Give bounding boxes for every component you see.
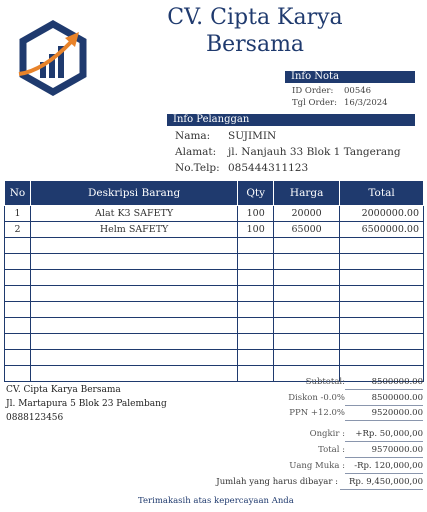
uang-muka-label: Uang Muka : [289,461,345,471]
row-price [274,334,340,350]
customer-address-value: jl. Nanjauh 33 Blok 1 Tangerang [228,146,401,158]
customer-name-value: SUJIMIN [228,130,277,142]
subtotal-value: 8500000.00 [345,377,423,390]
customer-address-label: Alamat: [175,146,217,158]
customer-phone-value: 085444311123 [228,162,309,174]
amount-due-value: Rp. 9,450,000,00 [340,477,423,490]
order-id-label: ID Order: [292,86,334,96]
items-table [4,180,424,382]
row-description [30,254,237,270]
row-qty: 100 [238,206,274,222]
row-total [340,334,424,350]
row-description: Helm SAFETY [30,222,237,238]
row-price: 65000 [274,222,340,238]
order-date-label: Tgl Order: [292,98,337,108]
row-description [30,302,237,318]
header-deskripsi: Deskripsi Barang [30,181,237,206]
table-row [5,350,424,366]
row-price [274,318,340,334]
total-value: 9570000.00 [345,445,423,458]
table-row [5,222,424,238]
row-price [274,238,340,254]
header-total: Total [340,181,424,206]
table-row [5,302,424,318]
row-no [5,254,31,270]
uang-muka-value: -Rp. 120,000,00 [345,461,423,474]
table-row [5,270,424,286]
seller-name: CV. Cipta Karya Bersama [6,385,121,395]
row-price [274,270,340,286]
row-price [274,302,340,318]
row-total [340,238,424,254]
ongkir-value: +Rp. 50,000,00 [345,429,423,442]
company-title [110,4,400,58]
ppn-value: 9520000.00 [345,408,423,421]
row-qty [238,334,274,350]
row-price [274,350,340,366]
row-qty: 100 [238,222,274,238]
thank-you-note: Terimakasih atas kepercayaan Anda [138,496,294,506]
row-description [30,350,237,366]
seller-phone: 0888123456 [6,413,64,423]
row-qty [238,302,274,318]
total-label: Total : [318,445,345,455]
row-total [340,318,424,334]
row-total [340,254,424,270]
table-row [5,286,424,302]
row-description: Alat K3 SAFETY [30,206,237,222]
row-no [5,270,31,286]
subtotal-label: Subtotal: [305,377,345,387]
row-no: 2 [5,222,31,238]
row-qty [238,254,274,270]
header-no: No [5,181,31,206]
row-qty [238,270,274,286]
company-title-line2: Bersama [205,32,305,57]
ppn-label: PPN +12.0% [289,408,345,418]
row-no [5,366,31,382]
row-no [5,334,31,350]
customer-name-label: Nama: [175,130,211,142]
row-no [5,238,31,254]
row-description [30,318,237,334]
row-qty [238,318,274,334]
seller-address: Jl. Martapura 5 Blok 23 Palembang [6,399,167,409]
row-total [340,286,424,302]
table-row [5,206,424,222]
order-id-value: 00546 [344,86,372,96]
table-row [5,238,424,254]
row-no [5,318,31,334]
seller-info [6,383,167,425]
company-logo-icon [13,16,93,96]
row-price [274,286,340,302]
table-row [5,254,424,270]
row-description [30,286,237,302]
row-total [340,270,424,286]
row-total: 6500000.00 [340,222,424,238]
order-date-value: 16/3/2024 [344,98,388,108]
row-no [5,302,31,318]
row-no [5,286,31,302]
row-total [340,302,424,318]
row-qty [238,238,274,254]
row-total: 2000000.00 [340,206,424,222]
row-description [30,334,237,350]
row-description [30,270,237,286]
row-description [30,366,237,382]
row-price: 20000 [274,206,340,222]
customer-phone-label: No.Telp: [175,162,220,174]
row-total [340,350,424,366]
row-description [30,238,237,254]
info-pelanggan-header: Info Pelanggan [167,114,415,126]
row-no [5,350,31,366]
row-qty [238,350,274,366]
row-price [274,254,340,270]
row-no: 1 [5,206,31,222]
info-nota-header: Info Nota [285,71,415,83]
discount-label: Diskon -0.0% [288,393,345,403]
discount-value: 8500000.00 [345,393,423,406]
ongkir-label: Ongkir : [309,429,345,439]
table-row [5,318,424,334]
header-qty: Qty [238,181,274,206]
table-row [5,334,424,350]
company-title-line1: CV. Cipta Karya [167,5,343,30]
amount-due-label: Jumlah yang harus dibayar : [216,477,338,487]
header-harga: Harga [274,181,340,206]
row-qty [238,286,274,302]
table-header-row [5,181,424,206]
